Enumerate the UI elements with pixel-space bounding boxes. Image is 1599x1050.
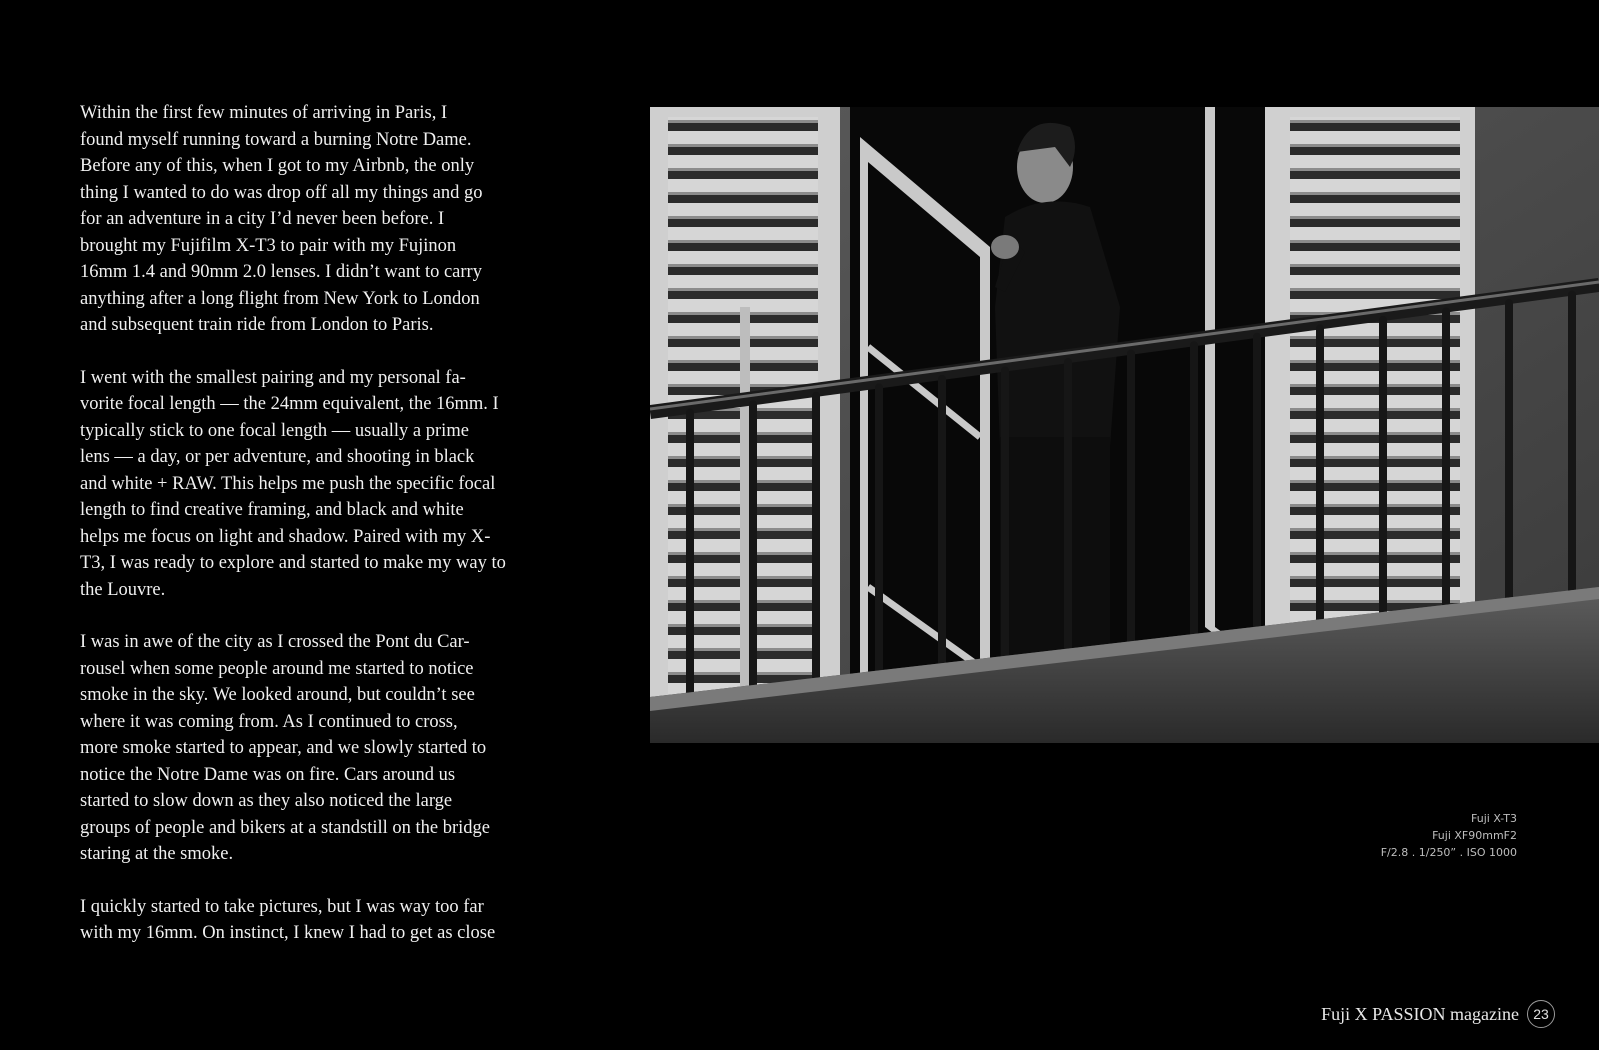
article-column [80, 100, 550, 973]
page-footer [1321, 1000, 1555, 1028]
article-paragraph-2: I went with the smallest pairing and my personal fa- vorite focal length — the 24mm equivalent, the 16mm. I typically stick to one focal length — usually a prime lens — a day, or per adventure, and shooting in black and white + RAW. This helps me push the specific focal length to find creative framing, and black and white helps me focus on light and shadow. Paired with my X- T3, I was ready to explore and started to make my way to the Louvre. [80, 367, 506, 600]
balcony-photo [650, 107, 1599, 743]
photo-caption [1381, 810, 1517, 861]
caption-lens: Fuji XF90mmF2 [1432, 829, 1517, 842]
article-paragraph-3: I was in awe of the city as I crossed the Pont du Car- rousel when some people around me started to notice smoke in the sky. We looked around, but couldn’t see where it was coming from. As I continued to cross, more smoke started to appear, and we slowly started to notice the Notre Dame was on fire. Cars around us started to slow down as they also noticed the large groups of people and bikers at a standstill on the bridge staring at the smoke. [80, 632, 490, 864]
caption-exposure-settings: F/2.8 . 1/250” . ISO 1000 [1380, 846, 1517, 859]
balcony-photo-illustration [650, 107, 1599, 743]
magazine-title: Fuji X PASSION magazine [1321, 1003, 1519, 1024]
page-number-badge: 23 [1527, 1000, 1555, 1028]
article-paragraph-1: Within the first few minutes of arriving in Paris, I found myself running toward a burning Notre Dame. Before any of this, when I got to my Airbnb, the only thing I wanted to do was drop off all my things and go for an adventure in a city I’d never been before. I brought my Fujifilm X-T3 to pair with my Fujinon 16mm 1.4 and 90mm 2.0 lenses. I didn’t want to carry anything after a long flight from New York to London and subsequent train ride from London to Paris. [80, 103, 483, 335]
caption-camera: Fuji X-T3 [1471, 812, 1517, 825]
article-paragraph-4: I quickly started to take pictures, but I was way too far with my 16mm. On instinct, I knew I had to get as close [80, 896, 496, 943]
